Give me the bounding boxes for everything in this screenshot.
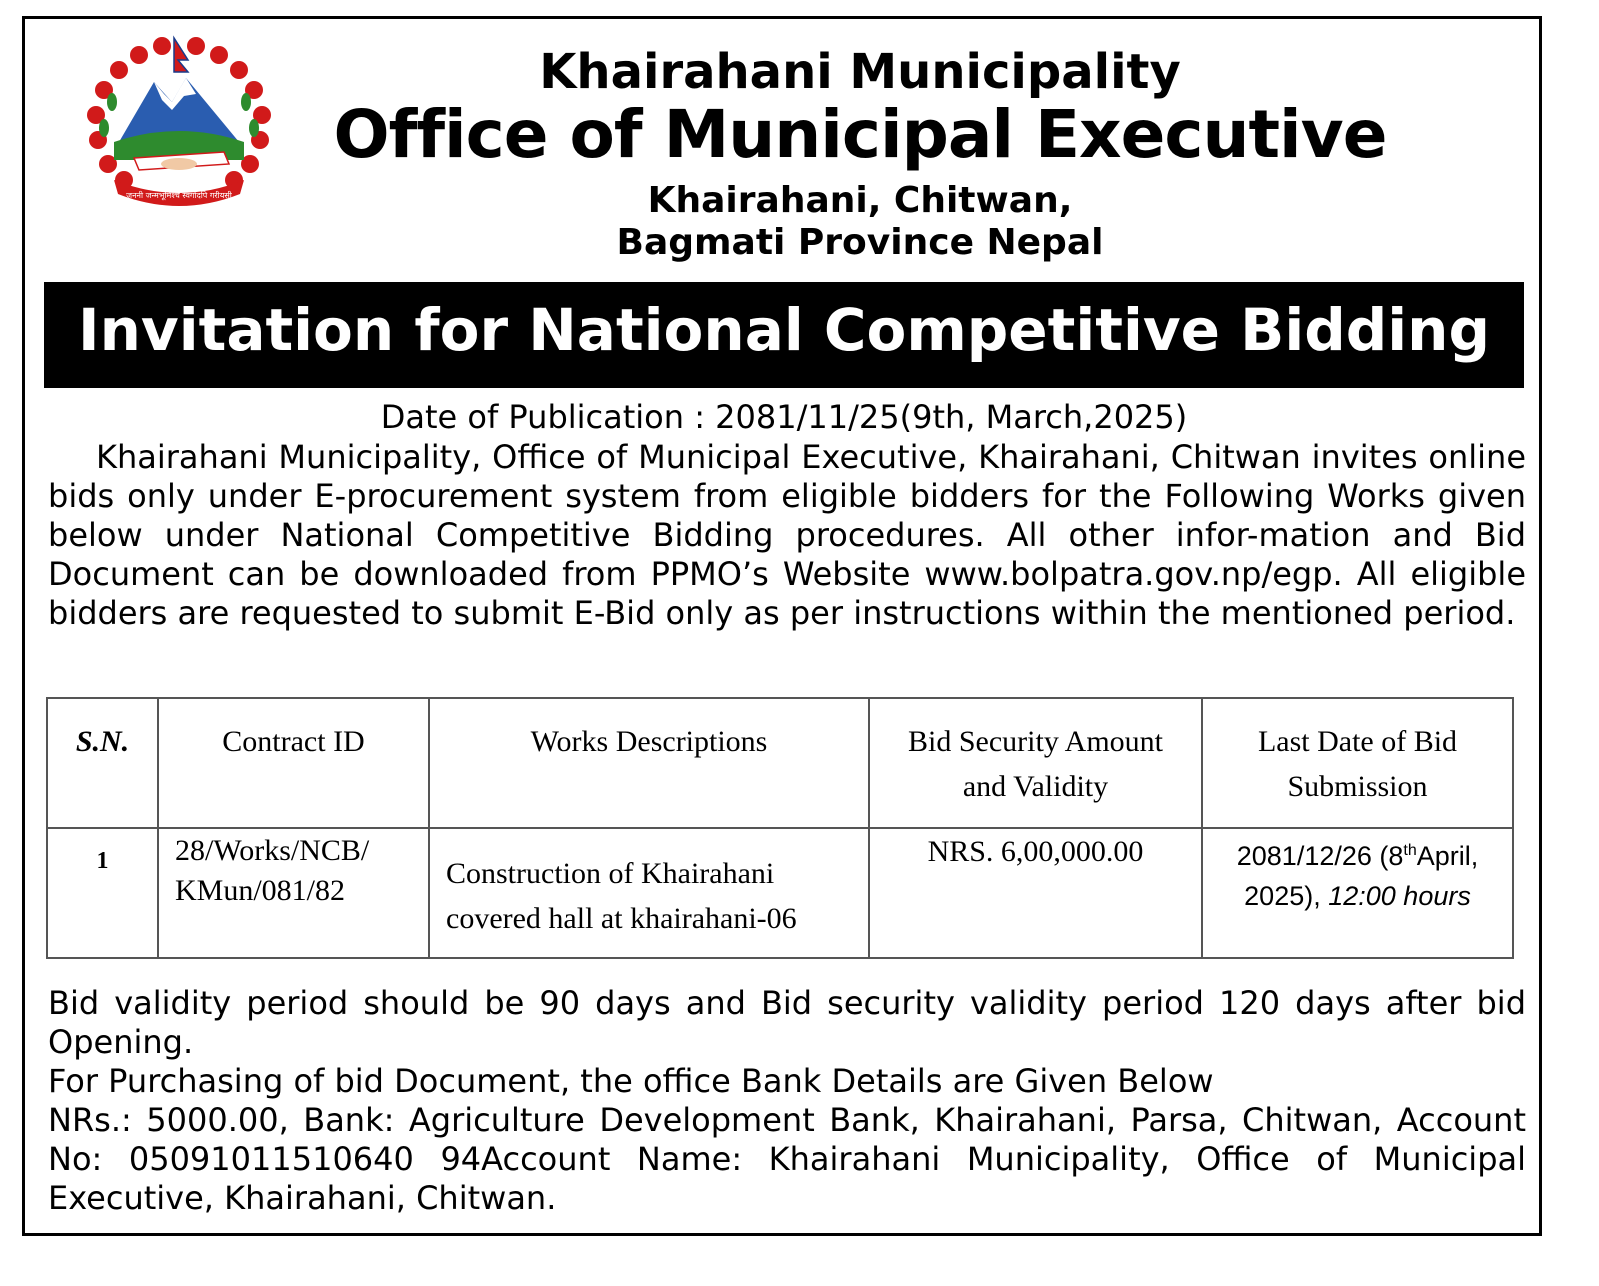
header-last-date: [1202, 698, 1513, 828]
last-date-part-c: 2025),: [1244, 881, 1321, 911]
header-bid-security-line1: Bid Security Amount: [908, 725, 1163, 758]
header-sn: S.N.: [47, 698, 158, 828]
publication-date: Date of Publication : 2081/11/25(9th, March,2025): [380, 398, 1188, 436]
cell-bid-security: NRS. 6,00,000.00: [869, 828, 1202, 958]
footer-validity: Bid validity period should be 90 days and Bid security validity period 120 days after bid Opening.: [48, 984, 1526, 1061]
works-line2: covered hall at khairahani-06: [446, 902, 797, 935]
last-date-part-b: April,: [1416, 841, 1479, 871]
header-contract-id: Contract ID: [158, 698, 429, 828]
header-bid-security: [869, 698, 1202, 828]
intro-paragraph: Khairahani Municipality, Office of Municipal Executive, Khairahani, Chitwan invites online bids only under E-procurement system from eligible bidders for the Following Works given below under National Competitive Bidding procedures. All other infor-mation and Bid Document can be downloaded from PPMO’s Website www.bolpatra.gov.np/egp. All eligible bidders are requested to submit E-Bid only as per instructions within the mentioned period.: [48, 438, 1526, 632]
table-row: [47, 828, 1513, 958]
last-date-part-a: 2081/12/26 (8: [1236, 841, 1404, 871]
office-address-line1: Khairahani, Chitwan,: [647, 180, 1073, 221]
contract-id-line2: KMun/081/82: [175, 874, 346, 907]
nepal-government-emblem-icon: [74, 30, 284, 210]
works-line1: Construction of Khairahani: [446, 857, 775, 890]
footer-notes: [48, 984, 1526, 1218]
emblem-motto: जननी जन्मभूमिश्च स्वर्गादपि गरीयसी: [126, 191, 232, 200]
cell-works-description: [429, 828, 869, 958]
header-works-descriptions: Works Descriptions: [429, 698, 869, 828]
header-last-date-line2: Submission: [1287, 770, 1428, 803]
bid-table: [46, 697, 1514, 959]
notice-title-banner: Invitation for National Competitive Bidding: [44, 282, 1524, 388]
table-header-row: [47, 698, 1513, 828]
cell-contract-id: [158, 828, 429, 958]
cell-last-date: [1202, 828, 1513, 958]
office-address-line2: Bagmati Province Nepal: [616, 222, 1104, 263]
last-date-superscript: th: [1403, 842, 1417, 859]
cell-sn: 1: [47, 828, 158, 958]
header-bid-security-line2: and Validity: [962, 770, 1109, 803]
last-date-time: 12:00 hours: [1328, 881, 1471, 911]
header-last-date-line1: Last Date of Bid: [1257, 725, 1458, 758]
office-name: Office of Municipal Executive: [333, 96, 1387, 173]
contract-id-line1: 28/Works/NCB/: [175, 834, 370, 867]
footer-purchase: For Purchasing of bid Document, the office Bank Details are Given Below: [48, 1062, 1214, 1100]
footer-bank-details: NRs.: 5000.00, Bank: Agriculture Development Bank, Khairahani, Parsa, Chitwan, Account No: 05091011510640 94Account Name: Khairahani Municipality, Office of Municipal Executive, Khairahani, Chitwan.: [48, 1101, 1526, 1217]
municipality-name: Khairahani Municipality: [539, 44, 1181, 100]
